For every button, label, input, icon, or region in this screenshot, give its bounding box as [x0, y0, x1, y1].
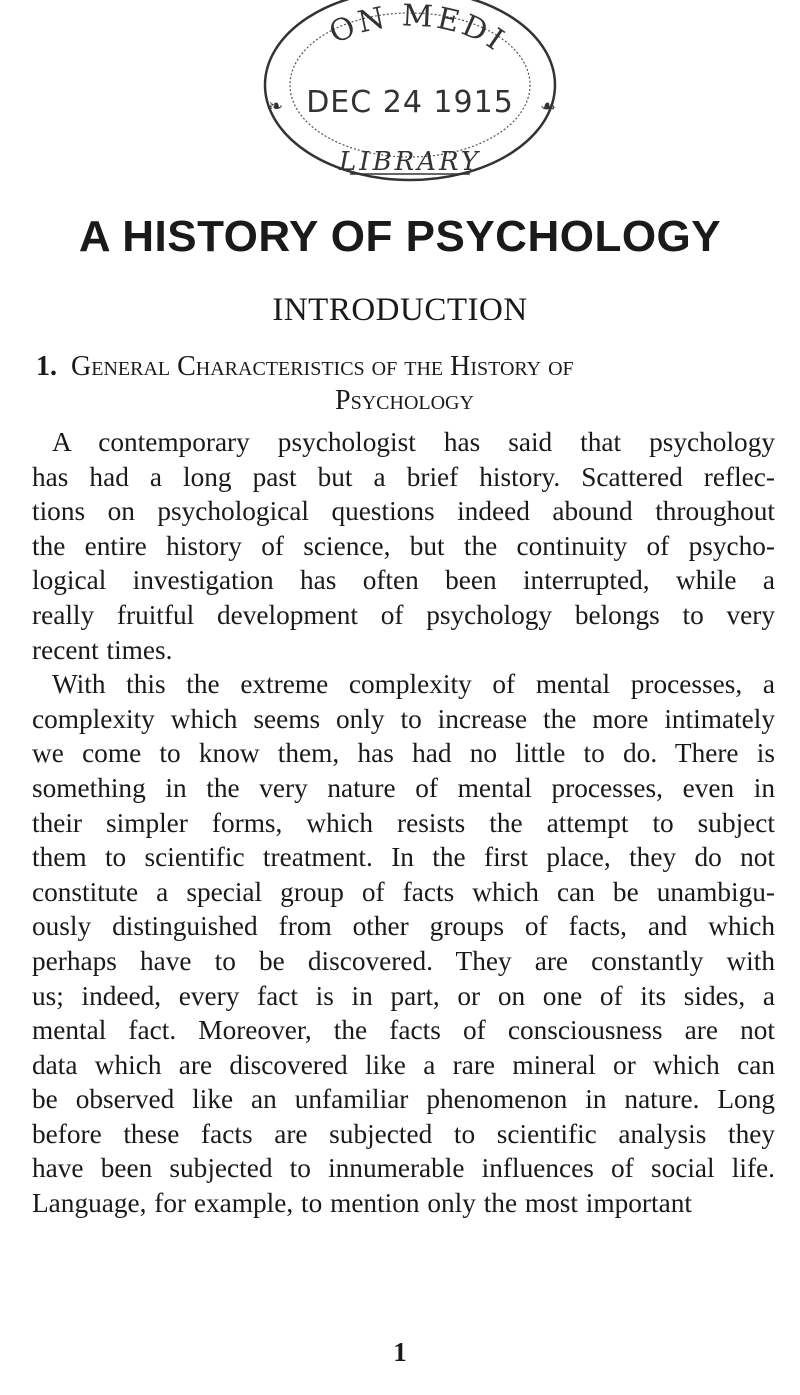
text-line: the entire history of science, but the continuity of psycho-	[32, 530, 775, 561]
text-line: be observed like an unfamiliar phenomenon in nature. Long	[32, 1084, 775, 1115]
text-line: perhaps have to be discovered. They are constantly with	[32, 945, 775, 976]
text-line: them to scientific treatment. In the first place, they do not	[32, 842, 775, 873]
body-text	[32, 425, 775, 1221]
book-title: A HISTORY OF PSYCHOLOGY	[78, 212, 722, 261]
text-line: constitute a special group of facts which can be unambigu-	[32, 876, 775, 907]
section-heading-line-2: Psychology	[335, 385, 474, 416]
text-line: Language, for example, to mention only the most important	[32, 1188, 692, 1219]
text-line: complexity which seems only to increase the more intimately	[32, 703, 775, 734]
chapter-title: INTRODUCTION	[272, 292, 528, 328]
library-stamp	[250, 0, 570, 190]
text-line: something in the very nature of mental processes, even in	[32, 772, 775, 803]
text-line: before these facts are subjected to scientific analysis they	[32, 1118, 775, 1149]
library-stamp-graphic	[250, 0, 570, 190]
text-line: ously distinguished from other groups of facts, and which	[32, 911, 775, 942]
section-number: 1.	[36, 351, 57, 382]
text-line: we come to know them, has had no little to do. There is	[32, 738, 775, 769]
text-line: their simpler forms, which resists the attempt to subject	[32, 807, 775, 838]
text-line: A contemporary psychologist has said that psychology	[52, 427, 775, 457]
text-line: have been subjected to innumerable influences of social life.	[32, 1153, 775, 1184]
section-heading-text-1: General Characteristics of the History of	[71, 351, 574, 382]
stamp-top-text: ON MEDI	[324, 0, 513, 60]
text-line: recent times.	[32, 634, 173, 665]
section-heading	[32, 350, 777, 418]
text-line: us; indeed, every fact is in part, or on one of its sides, a	[32, 980, 775, 1011]
paragraph	[32, 425, 775, 667]
stamp-leaf-left-icon: ❧	[268, 96, 284, 117]
text-line: really fruitful development of psychology belongs to very	[32, 599, 775, 630]
text-line: With this the extreme complexity of mental processes, a	[52, 669, 775, 700]
text-line: logical investigation has often been interrupted, while a	[32, 565, 775, 596]
page-number: 1	[393, 1337, 407, 1367]
text-line: has had a long past but a brief history. Scattered reflec-	[32, 461, 775, 492]
text-line: tions on psychological questions indeed abound throughout	[32, 496, 775, 527]
section-heading-line-1	[32, 350, 777, 384]
paragraph	[32, 667, 775, 1221]
svg-text:ON MEDI	[324, 0, 512, 59]
stamp-leaf-right-icon: ☙	[540, 96, 557, 117]
stamp-date: DEC 24 1915	[306, 85, 514, 120]
stamp-bottom-text: LIBRARY	[339, 147, 481, 177]
text-line: mental fact. Moreover, the facts of consciousness are not	[32, 1015, 775, 1046]
text-line: data which are discovered like a rare mineral or which can	[32, 1049, 775, 1080]
